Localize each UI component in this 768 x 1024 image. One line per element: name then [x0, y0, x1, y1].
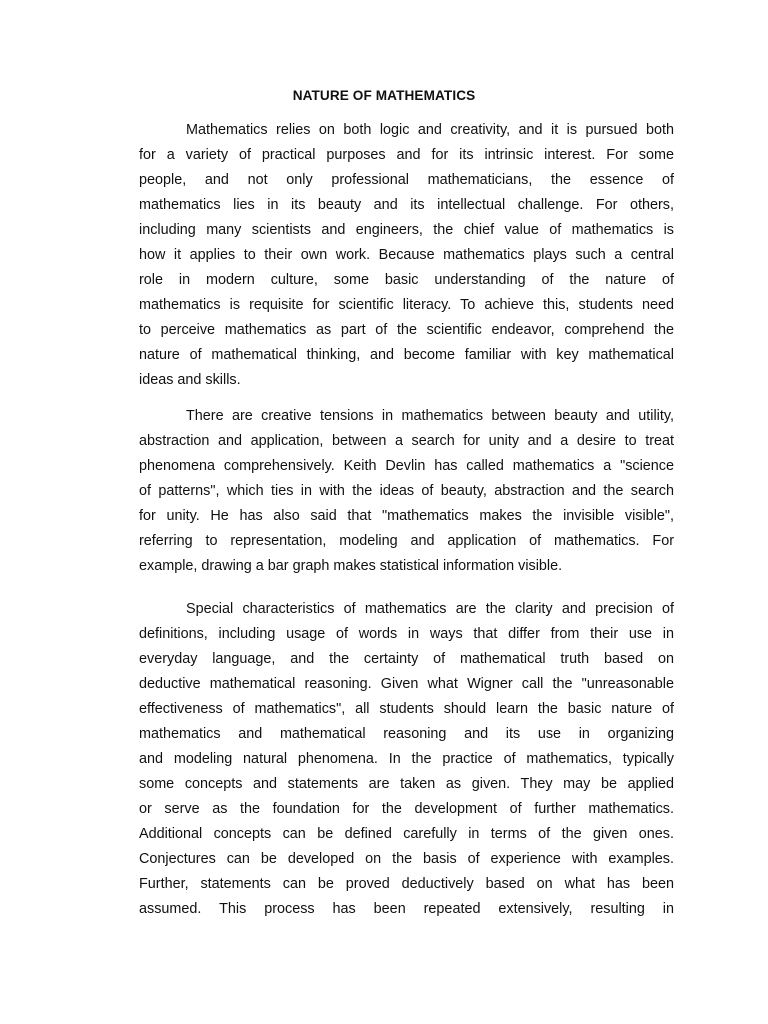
paragraph-line: everyday language, and the certainty of mathematical truth based on: [139, 651, 674, 667]
paragraph-2: [139, 404, 674, 579]
paragraph-line: ideas and skills.: [139, 372, 241, 388]
paragraph-line: for a variety of practical purposes and for its intrinsic interest. For some: [139, 147, 674, 163]
page-title: NATURE OF MATHEMATICS: [292, 88, 476, 103]
paragraph-line: some concepts and statements are taken as given. They may be applied: [139, 776, 674, 792]
paragraph-line: Special characteristics of mathematics are the clarity and precision of: [186, 601, 674, 617]
paragraph-3: [139, 597, 674, 922]
paragraph-line: people, and not only professional mathematicians, the essence of: [139, 172, 674, 188]
paragraph-line: deductive mathematical reasoning. Given what Wigner call the "unreasonable: [139, 676, 674, 692]
paragraph-line: how it applies to their own work. Because mathematics plays such a central: [139, 247, 674, 263]
paragraph-line: Additional concepts can be defined carefully in terms of the given ones.: [139, 826, 674, 842]
paragraph-line: including many scientists and engineers, the chief value of mathematics is: [139, 222, 674, 238]
paragraph-line: Mathematics relies on both logic and creativity, and it is pursued both: [186, 122, 674, 138]
paragraph-line: mathematics is requisite for scientific literacy. To achieve this, students need: [139, 297, 674, 313]
paragraph-line: and modeling natural phenomena. In the practice of mathematics, typically: [139, 751, 674, 767]
paragraph-line: referring to representation, modeling and application of mathematics. For: [139, 533, 674, 549]
paragraph-line: assumed. This process has been repeated extensively, resulting in: [139, 901, 674, 917]
paragraph-line: phenomena comprehensively. Keith Devlin has called mathematics a "science: [139, 458, 674, 474]
paragraph-line: effectiveness of mathematics", all students should learn the basic nature of: [139, 701, 674, 717]
paragraph-line: Further, statements can be proved deductively based on what has been: [139, 876, 674, 892]
paragraph-line: There are creative tensions in mathematics between beauty and utility,: [186, 408, 674, 424]
paragraph-line: of patterns", which ties in with the ideas of beauty, abstraction and the search: [139, 483, 674, 499]
paragraph-line: mathematics lies in its beauty and its intellectual challenge. For others,: [139, 197, 674, 213]
paragraph-line: Conjectures can be developed on the basis of experience with examples.: [139, 851, 674, 867]
paragraph-1: [139, 118, 674, 393]
paragraph-line: definitions, including usage of words in ways that differ from their use in: [139, 626, 674, 642]
paragraph-line: or serve as the foundation for the development of further mathematics.: [139, 801, 674, 817]
paragraph-line: for unity. He has also said that "mathematics makes the invisible visible",: [139, 508, 674, 524]
paragraph-line: abstraction and application, between a search for unity and a desire to treat: [139, 433, 674, 449]
paragraph-line: example, drawing a bar graph makes statistical information visible.: [139, 558, 563, 574]
paragraph-line: nature of mathematical thinking, and become familiar with key mathematical: [139, 347, 674, 363]
paragraph-line: to perceive mathematics as part of the scientific endeavor, comprehend the: [139, 322, 674, 338]
paragraph-line: role in modern culture, some basic understanding of the nature of: [139, 272, 674, 288]
paragraph-line: mathematics and mathematical reasoning and its use in organizing: [139, 726, 674, 742]
